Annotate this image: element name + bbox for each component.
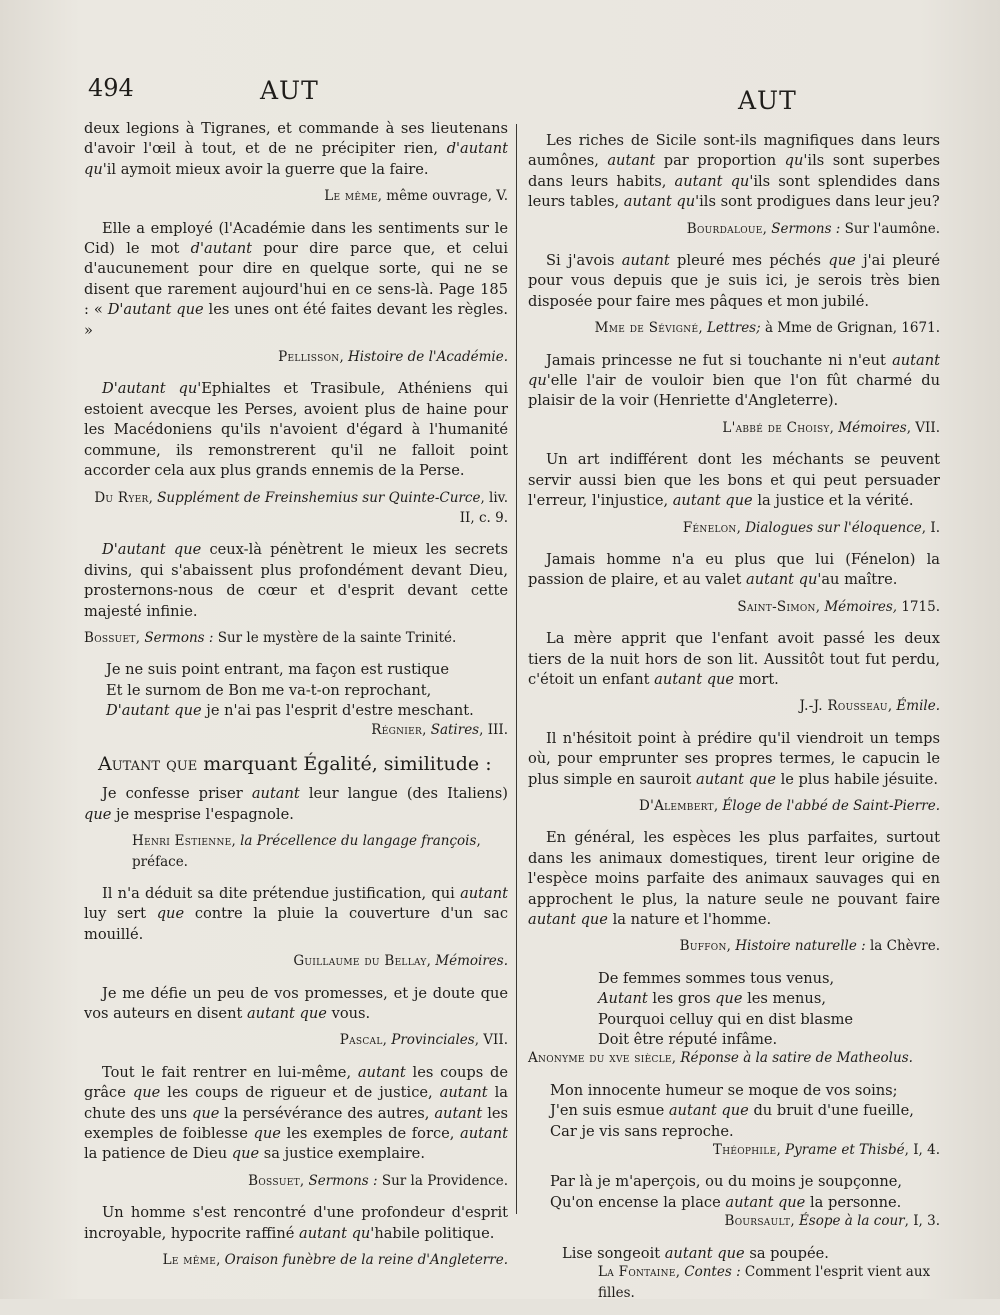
quote-paragraph: Les riches de Sicile sont-ils magnifiques dans leurs aumônes, autant par proportion qu'ils sont superbes dans leurs habits, autant qu'ils sont splendides dans leurs tables, autant qu'ils sont prodigues dans leur jeu? — [528, 132, 941, 211]
verse-line: Mon innocente humeur se moque de vos soins; — [550, 1081, 898, 1099]
quote-paragraph: En général, les espèces les plus parfaites, surtout dans les animaux domestiques, tirent leur origine de l'espèce moins parfaite des animaux sauvages qui en approchent le plus, la nature seule ne pouvant faire autant que la nature et l'homme. — [528, 829, 940, 928]
citation: Henri Estienne, la Précellence du langage françois, préface. — [132, 833, 481, 870]
citation: D'Alembert, Éloge de l'abbé de Saint-Pierre. — [638, 797, 940, 814]
verse-block — [528, 1081, 940, 1142]
citation: Régnier, Satires, III. — [371, 721, 508, 738]
citation: Saint-Simon, Mémoires, 1715. — [737, 598, 940, 615]
citation: Mme de Sévigné, Lettres; à Mme de Grignan, 1671. — [594, 320, 940, 337]
running-head-left: AUT — [260, 76, 319, 105]
quote-paragraph: Elle a employé (l'Académie dans les sentiments sur le Cid) le mot d'autant pour dire parce que, et celui d'aucunement pour dire en quelque sorte, qui ne se disent que rarement aujourd'hui en ce sens-là. Page 185 : « D'autant que les unes ont été faites devant les règles. » — [84, 219, 508, 339]
citation: L'abbé de Choisy, Mémoires, VII. — [722, 419, 940, 436]
quote-paragraph: Jamais homme n'a eu plus que lui (Fénelon) la passion de plaire, et au valet autant qu'au maître. — [528, 550, 940, 589]
quote-paragraph: Jamais princesse ne fut si touchante ni n'eut autant qu'elle l'air de vouloir bien que l'on fût charmé du plaisir de la voir (Henriette d'Angleterre). — [528, 351, 940, 410]
citation: J.-J. Rousseau, Émile. — [799, 698, 940, 715]
quote-paragraph: D'autant qu'Ephialtes et Trasibule, Athéniens qui estoient avecque les Perses, avoient plus de haine pour les Macédoniens qu'ils n'avoient d'égard à l'humanité commune, ils remonstrerent qu'il ne falloit point accorder cela aux plus grands ennemis de la Perse. — [84, 380, 508, 480]
quote-paragraph: Tout le fait rentrer en lui-même, autant les coups de grâce que les coups de rigueur et de justice, autant la chute des uns que la persévérance des autres, autant les exemples de foiblesse que les exemples de force, autant la patience de Dieu que sa justice exemplaire. — [84, 1063, 509, 1163]
left-column — [84, 119, 508, 1283]
verse-line: Et le surnom de Bon me va-t-on reprochant, — [106, 681, 432, 699]
running-head-right: AUT — [738, 86, 797, 115]
verse-line: Car je vis sans reproche. — [550, 1122, 734, 1140]
section-title: Autant que marquant Égalité, similitude : — [98, 752, 492, 775]
citation: Du Ryer, Supplément de Freinshemius sur Quinte-Curce, liv. II, c. 9. — [94, 489, 508, 526]
verse-block — [528, 1172, 940, 1213]
citation: Bossuet, Sermons : Sur la Providence. — [248, 1172, 508, 1189]
column-rule — [516, 124, 517, 1214]
quote-paragraph: deux legions à Tigranes, et commande à ses lieutenans d'avoir l'œil à tout, et de ne précipiter rien, d'autant qu'il aymoit mieux avoir la guerre que la faire. — [84, 120, 508, 178]
citation: Fénelon, Dialogues sur l'éloquence, I. — [682, 519, 940, 536]
citation: La Fontaine, Contes : Comment l'esprit vient aux filles. — [598, 1264, 931, 1301]
citation: Guillaume du Bellay, Mémoires. — [293, 953, 508, 970]
quote-paragraph: Si j'avois autant pleuré mes péchés que j'ai pleuré pour vous depuis que je suis ici, je serois très bien disposée pour faire mes pâques et mon jubilé. — [528, 252, 941, 310]
citation: Pascal, Provinciales, VII. — [339, 1032, 508, 1049]
right-column — [528, 131, 940, 1315]
verse-line: Qu'on encense la place autant que la personne. — [550, 1193, 902, 1211]
verse-block — [84, 660, 508, 721]
quote-paragraph: Un homme s'est rencontré d'une profondeur d'esprit incroyable, hypocrite raffiné autant qu'habile politique. — [84, 1204, 508, 1242]
quote-paragraph: Je confesse priser autant leur langue (des Italiens) que je mesprise l'espagnole. — [84, 785, 508, 823]
citation: Théophile, Pyrame et Thisbé, I, 4. — [712, 1142, 940, 1159]
verse-block — [528, 969, 940, 1051]
quote-paragraph: Un art indifférent dont les méchants se peuvent servir aussi bien que les bons et qui peut persuader l'erreur, l'injustice, autant que la justice et la vérité. — [528, 451, 940, 510]
verse-line: De femmes sommes tous venus, — [598, 969, 835, 987]
verse-line: Doit être réputé infâme. — [598, 1031, 778, 1049]
verse-line: Autant les gros que les menus, — [598, 990, 826, 1008]
quote-paragraph: Il n'a déduit sa dite prétendue justification, qui autant luy sert que contre la pluie la couverture d'un sac mouillé. — [84, 885, 508, 943]
verse-line: J'en suis esmue autant que du bruit d'une fueille, — [550, 1102, 914, 1120]
quote-paragraph: D'autant que ceux-là pénètrent le mieux les secrets divins, qui s'abaissent plus profondément devant Dieu, prosternons-nous de cœur et d'esprit devant cette majesté infinie. — [84, 541, 508, 620]
citation: Pellisson, Histoire de l'Académie. — [278, 349, 508, 366]
citation: Anonyme du xve siècle, Réponse à la satire de Matheolus. — [528, 1050, 913, 1067]
page-number: 494 — [88, 74, 134, 102]
citation: Le même, Oraison funèbre de la reine d'Angleterre. — [162, 1252, 508, 1269]
verse-line: Je ne suis point entrant, ma façon est rustique — [106, 661, 449, 679]
quote-paragraph: Il n'hésitoit point à prédire qu'il viendroit un temps où, pour emprunter ses propres termes, le capucin le plus simple en sauroit autant que le plus habile jésuite. — [528, 729, 940, 788]
quote-paragraph: La mère apprit que l'enfant avoit passé les deux tiers de la nuit hors de son lit. Aussitôt tout fut perdu, c'étoit un enfant autant que mort. — [528, 630, 940, 688]
verse-line: Pourquoi celluy qui en dist blasme — [598, 1010, 854, 1028]
verse-line: Par là je m'aperçois, ou du moins je soupçonne, — [550, 1173, 903, 1191]
citation: Boursault, Ésope à la cour, I, 3. — [724, 1213, 940, 1230]
verse-line: D'autant que je n'ai pas l'esprit d'estre meschant. — [106, 702, 474, 720]
quote-paragraph: Je me défie un peu de vos promesses, et je doute que vos auteurs en disent autant que vous. — [84, 984, 508, 1023]
citation: Bourdaloue, Sermons : Sur l'aumône. — [686, 220, 940, 237]
citation: Le même, même ouvrage, V. — [324, 188, 508, 205]
citation: Bossuet, Sermons : Sur le mystère de la sainte Trinité. — [84, 629, 457, 646]
verse-line: Lise songeoit autant que sa poupée. — [562, 1244, 829, 1262]
citation: Buffon, Histoire naturelle : la Chèvre. — [679, 938, 940, 955]
verse-block — [528, 1244, 940, 1264]
